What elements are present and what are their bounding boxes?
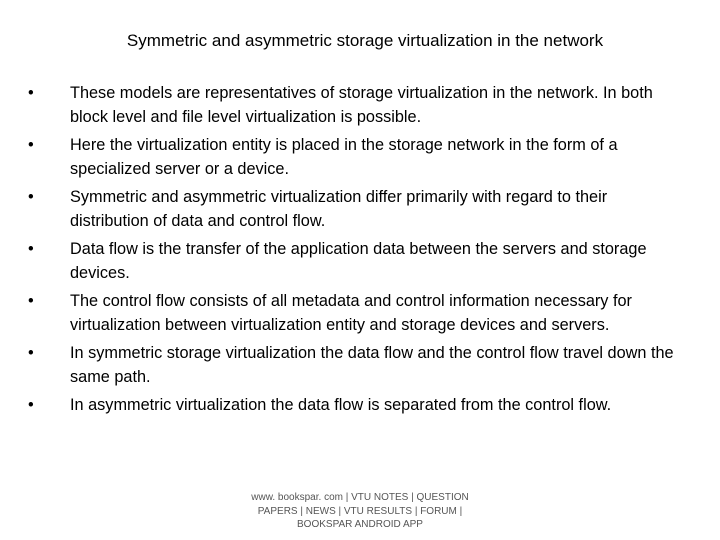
bullet-item — [28, 394, 688, 418]
slide-title: Symmetric and asymmetric storage virtualization in the network — [126, 31, 604, 50]
bullet-list — [28, 82, 688, 423]
bullet-item — [28, 290, 688, 337]
bullet-icon: • — [28, 136, 34, 154]
bullet-icon: • — [28, 344, 34, 362]
bullet-icon: • — [28, 188, 34, 206]
bullet-text: The control flow consists of all metadata and control information necessary for virtualization between virtualization entity and storage devices and servers. — [70, 292, 632, 334]
bullet-icon: • — [28, 240, 34, 258]
bullet-item — [28, 82, 688, 129]
footer-text: www. bookspar. com | VTU NOTES | QUESTION PAPERS | NEWS | VTU RESULTS | FORUM | BOOKSPAR ANDROID APP — [251, 492, 469, 530]
bullet-item — [28, 134, 688, 181]
bullet-text: In asymmetric virtualization the data flow is separated from the control flow. — [70, 396, 612, 414]
bullet-text: In symmetric storage virtualization the data flow and the control flow travel down the same path. — [70, 344, 674, 386]
bullet-icon: • — [28, 84, 34, 102]
bullet-text: Here the virtualization entity is placed in the storage network in the form of a specialized server or a device. — [70, 136, 618, 178]
bullet-item — [28, 342, 688, 389]
bullet-text: Symmetric and asymmetric virtualization differ primarily with regard to their distribution of data and control flow. — [70, 188, 608, 230]
bullet-icon: • — [28, 292, 34, 310]
bullet-text: Data flow is the transfer of the application data between the servers and storage devices. — [70, 240, 647, 282]
bullet-text: These models are representatives of storage virtualization in the network. In both block level and file level virtualization is possible. — [70, 84, 653, 126]
bullet-item — [28, 238, 688, 285]
bullet-item — [28, 186, 688, 233]
bullet-icon: • — [28, 396, 34, 414]
